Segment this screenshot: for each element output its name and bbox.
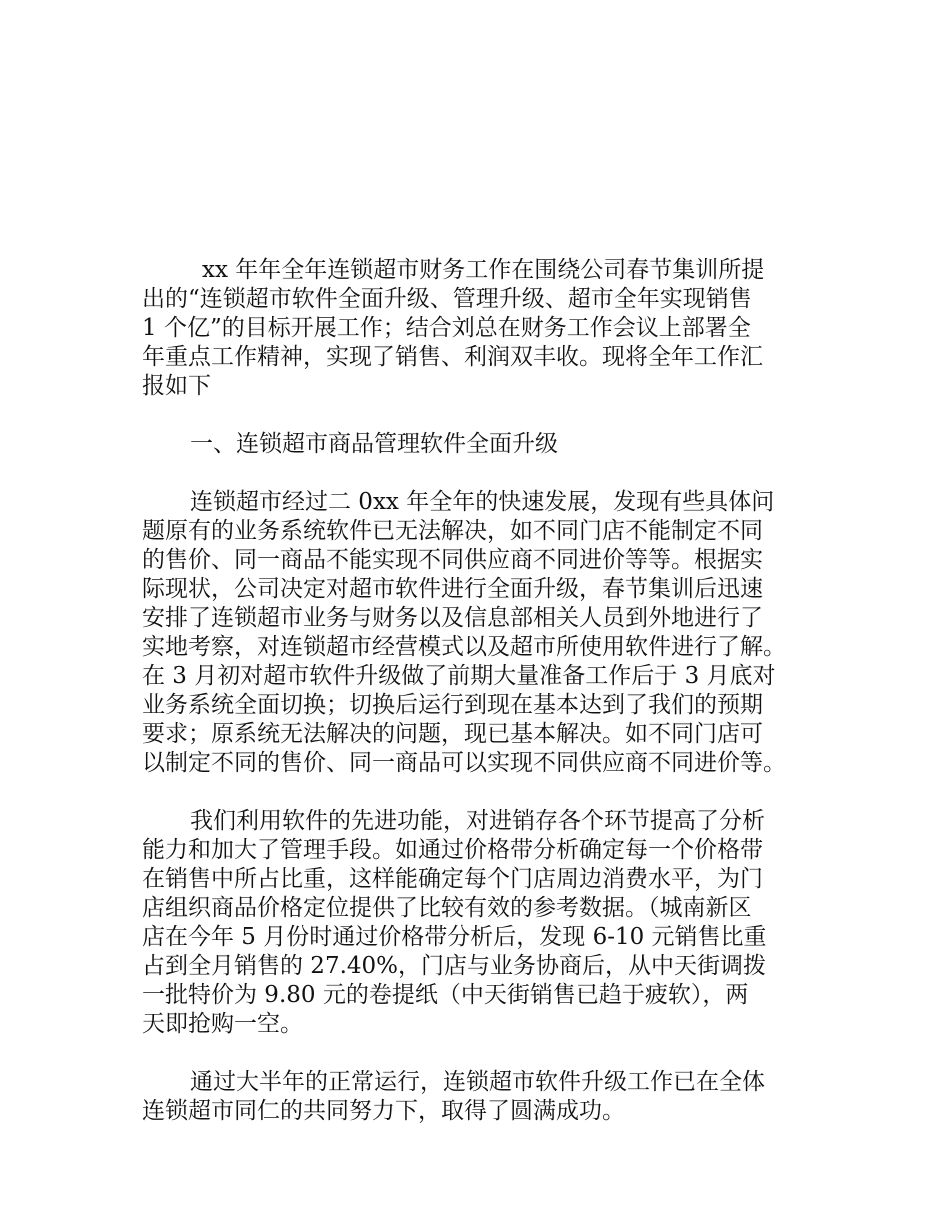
paragraph-line: 1 个亿”的目标开展工作；结合刘总在财务工作会议上部署全 — [142, 315, 751, 341]
paragraph-line: xx 年年全年连锁超市财务工作在围绕公司春节集训所提 — [202, 257, 765, 283]
paragraph-line: 安排了连锁超市业务与财务以及信息部相关人员到外地进行了 — [142, 605, 763, 631]
paragraph-line: 题原有的业务系统软件已无法解决，如不同门店不能制定不同 — [142, 518, 763, 544]
paragraph-line: 一批特价为 9.80 元的卷提纸（中天街销售已趋于疲软），两 — [142, 982, 749, 1008]
section-heading-text: 一、连锁超市商品管理软件全面升级 — [190, 431, 558, 457]
paragraph-line: 店在今年 5 月份时通过价格带分析后，发现 6-10 元销售比重 — [142, 924, 767, 950]
paragraph-line: 出的“连锁超市软件全面升级、管理升级、超市全年实现销售 — [142, 286, 752, 312]
paragraph-line: 年重点工作精神，实现了销售、利润双丰收。现将全年工作汇 — [142, 344, 763, 370]
paragraph-line: 的售价、同一商品不能实现不同供应商不同进价等等。根据实 — [142, 547, 763, 573]
document-body — [142, 256, 832, 1155]
paragraph-line: 能力和加大了管理手段。如通过价格带分析确定每一个价格带 — [142, 837, 763, 863]
paragraph-line: 连锁超市同仁的共同努力下，取得了圆满成功。 — [142, 1098, 625, 1124]
paragraph-line: 实地考察，对连锁超市经营模式以及超市所使用软件进行了解。 — [142, 634, 786, 660]
paragraph-line: 我们利用软件的先进功能，对进销存各个环节提高了分析 — [190, 808, 765, 834]
paragraph-line: 要求；原系统无法解决的问题，现已基本解决。如不同门店可 — [142, 721, 763, 747]
paragraph-line: 以制定不同的售价、同一商品可以实现不同供应商不同进价等。 — [142, 750, 786, 776]
paragraph-line: 在销售中所占比重，这样能确定每个门店周边消费水平，为门 — [142, 866, 763, 892]
paragraph-price-band — [142, 807, 832, 1039]
paragraph-software-upgrade — [142, 488, 832, 778]
paragraph-line: 通过大半年的正常运行，连锁超市软件升级工作已在全体 — [190, 1069, 765, 1095]
paragraph-line: 报如下 — [142, 373, 211, 399]
paragraph-line: 店组织商品价格定位提供了比较有效的参考数据。（城南新区 — [142, 895, 752, 921]
paragraph-line: 业务系统全面切换；切换后运行到现在基本达到了我们的预期 — [142, 692, 763, 718]
paragraph-line: 占到全月销售的 27.40%，门店与业务协商后，从中天街调拨 — [142, 953, 767, 979]
paragraph-line: 连锁超市经过二 0xx 年全年的快速发展，发现有些具体问 — [190, 489, 775, 515]
section-heading — [142, 430, 832, 459]
paragraph-intro — [142, 256, 832, 401]
paragraph-line: 际现状，公司决定对超市软件进行全面升级，春节集训后迅速 — [142, 576, 763, 602]
paragraph-conclusion — [142, 1068, 832, 1126]
paragraph-line: 天即抢购一空。 — [142, 1011, 303, 1037]
paragraph-line: 在 3 月初对超市软件升级做了前期大量准备工作后于 3 月底对 — [142, 663, 776, 689]
